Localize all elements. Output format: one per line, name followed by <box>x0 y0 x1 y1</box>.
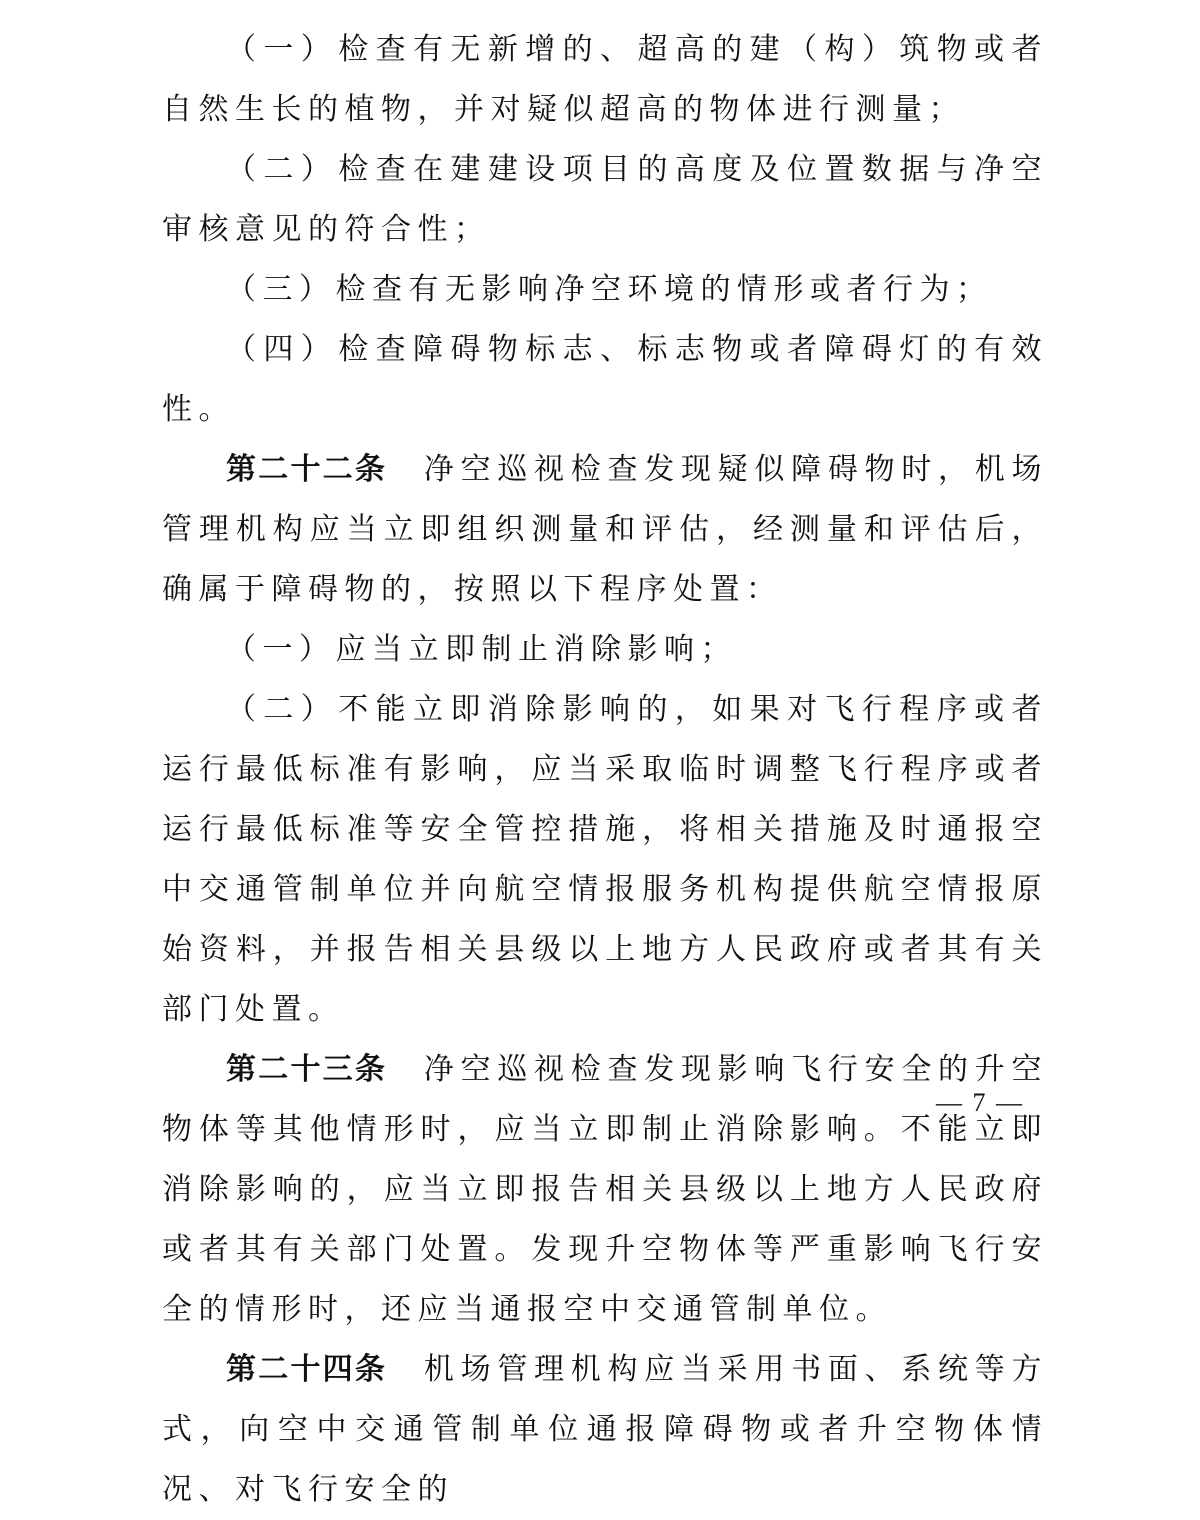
article-23 <box>162 1040 1048 1340</box>
paragraph-text: （三）检查有无影响净空环境的情形或者行为； <box>226 272 993 307</box>
article-22 <box>162 440 1048 620</box>
paragraph-text: （二）检查在建建设项目的高度及位置数据与净空审核意见的符合性； <box>162 152 1048 247</box>
paragraph-text: （一）检查有无新增的、超高的建（构）筑物或者自然生长的植物，并对疑似超高的物体进行测量； <box>162 32 1048 127</box>
paragraph-item-2 <box>162 140 1048 260</box>
paragraph-text: 净空巡视检查发现疑似障碍物时，机场管理机构应当立即组织测量和评估，经测量和评估后，确属于障碍物的，按照以下程序处置： <box>162 452 1049 607</box>
paragraph-text: 净空巡视检查发现影响飞行安全的升空物体等其他情形时，应当立即制止消除影响。不能立即消除影响的，应当立即报告相关县级以上地方人民政府或者其有关部门处置。发现升空物体等严重影响飞行安全的情形时，还应当通报空中交通管制单位。 <box>162 1052 1049 1327</box>
paragraph-item-3 <box>162 260 1048 320</box>
paragraph-text: （一）应当立即制止消除影响； <box>226 632 737 667</box>
paragraph-item-6 <box>162 680 1048 1040</box>
paragraph-text: （四）检查障碍物标志、标志物或者障碍灯的有效性。 <box>162 332 1048 427</box>
paragraph-item-4 <box>162 320 1048 440</box>
paragraph-text: 机场管理机构应当采用书面、系统等方式，向空中交通管制单位通报障碍物或者升空物体情况、对飞行安全的 <box>162 1352 1049 1507</box>
article-24 <box>162 1340 1048 1520</box>
article-heading: 第二十二条 <box>226 452 388 487</box>
article-heading: 第二十三条 <box>226 1052 388 1087</box>
article-heading: 第二十四条 <box>226 1352 388 1387</box>
paragraph-text: （二）不能立即消除影响的，如果对飞行程序或者运行最低标准有影响，应当采取临时调整飞行程序或者运行最低标准等安全管控措施，将相关措施及时通报空中交通管制单位并向航空情报服务机构提供航空情报原始资料，并报告相关县级以上地方人民政府或者其有关部门处置。 <box>162 692 1048 1027</box>
body-text <box>162 20 1048 1520</box>
paragraph-item-5 <box>162 620 1048 680</box>
paragraph-item-1 <box>162 20 1048 140</box>
page-number: — 7 — <box>936 1088 1024 1117</box>
